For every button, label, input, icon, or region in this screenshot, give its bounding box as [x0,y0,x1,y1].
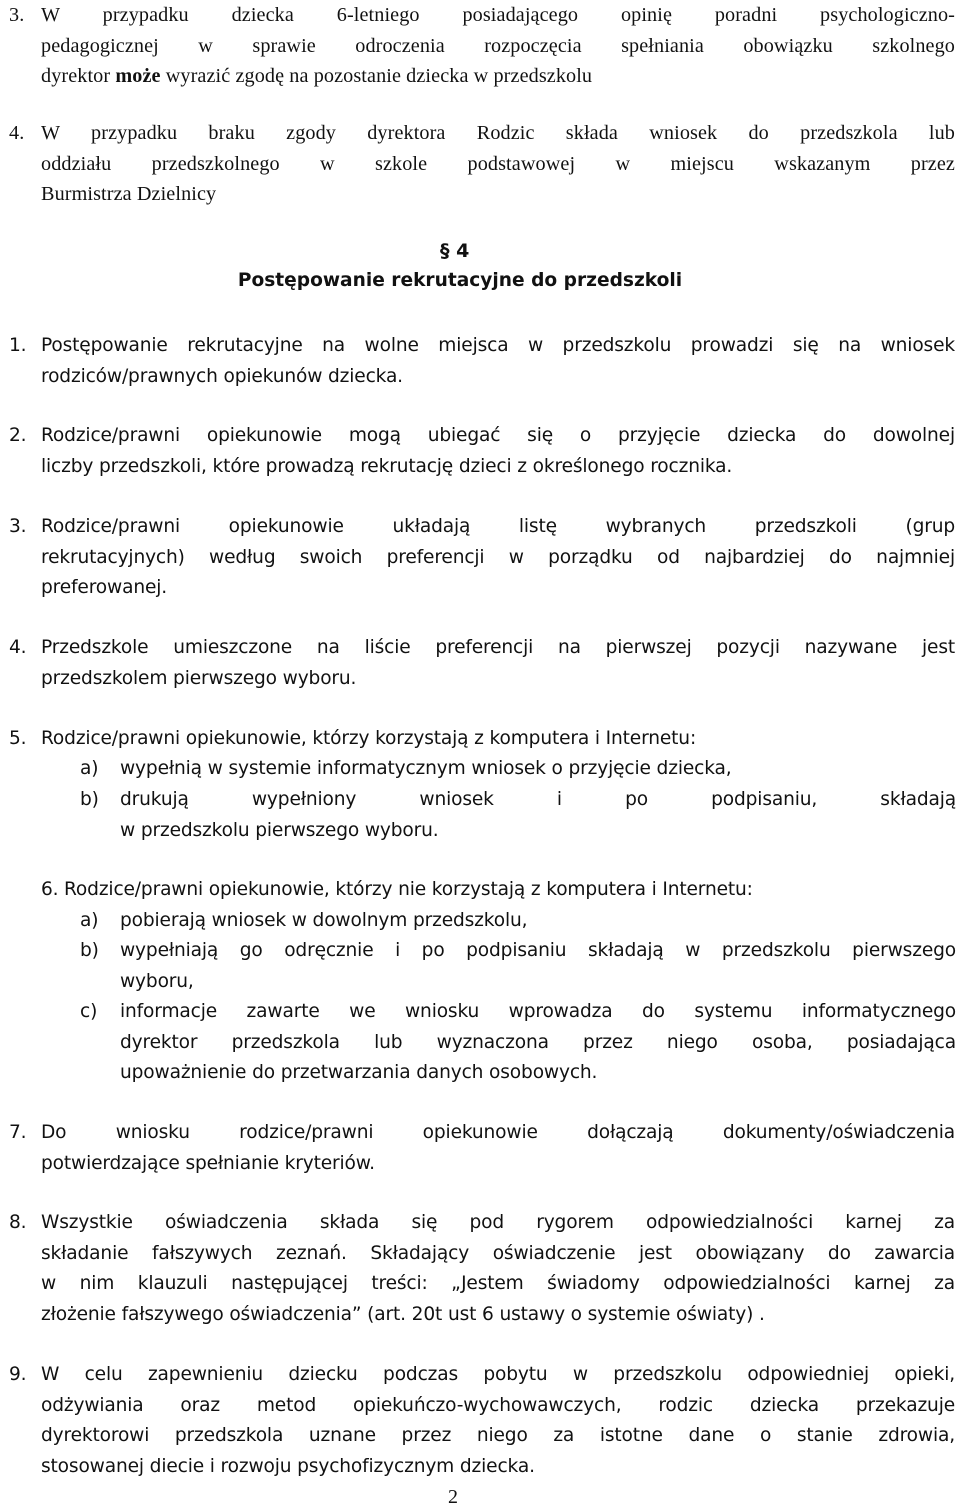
text-line: złożenie fałszywego oświadczenia” (art. 20t ust 6 ustawy o systemie oświaty) . [41,1303,765,1325]
item-text [41,0,955,92]
text-line: odżywiania oraz metod opiekuńczo-wychowawczych, rodzic dziecka przekazuje [41,1394,955,1416]
text-line: Do wniosku rodzice/prawni opiekunowie dołączają dokumenty/oświadczenia [41,1122,955,1143]
text-line: Przedszkole umieszczone na liście preferencji na pierwszej pozycji nazywane jest [41,637,955,658]
text-line: potwierdzające spełnianie kryteriów. [41,1152,375,1174]
text-line: oddziału przedszkolnego w szkole podstawowej w miejscu wskazanym przez [41,152,955,175]
point-7 [9,1118,955,1179]
page-number: 2 [448,1486,458,1508]
point-number: 6. [41,879,59,900]
text-line: składanie fałszywych zeznań. Składający oświadczenie jest obowiązany do zawarcia [41,1242,955,1264]
point-8 [9,1208,955,1330]
text-line: przedszkolem pierwszego wyboru. [41,667,357,689]
sub-label: a) [80,758,99,779]
point-number: 7. [9,1122,27,1143]
text-line: wypełnią w systemie informatycznym wniosek o przyjęcie dziecka, [120,758,732,779]
point-3 [9,512,955,604]
point-1 [9,331,955,392]
section-title: Postępowanie rekrutacyjne do przedszkoli [237,270,683,291]
text-line: informacje zawarte we wniosku wprowadza do systemu informatycznego [120,1001,956,1022]
section-number: § 4 [440,240,470,262]
text-line: Wszystkie oświadczenia składa się pod rygorem odpowiedzialności karnej za [41,1212,955,1233]
item-number: 4. [9,122,25,144]
point-number: 1. [9,335,27,356]
text-line: Rodzice/prawni opiekunowie mogą ubiegać się o przyjęcie dziecka do dowolnej [41,425,955,446]
text-line: rodziców/prawnych opiekunów dziecka. [41,365,403,387]
text-line: dyrektor przedszkola lub wyznaczona przez niego osoba, posiadająca [120,1031,956,1053]
point-number: 2. [9,425,27,446]
point-number: 3. [9,516,27,537]
text-line: W celu zapewnieniu dziecku podczas pobytu w przedszkolu odpowiedniej opieki, [41,1364,955,1385]
sub-label: c) [80,1001,98,1022]
item-3 [9,0,955,92]
item-number: 3. [9,4,25,26]
text-line: rekrutacyjnych) według swoich preferencji w porządku od najbardziej do najmniej [41,546,955,568]
point-number: 9. [9,1364,27,1385]
text-line: drukują wypełniony wniosek i po podpisaniu, składają [120,789,956,810]
emphasis-may: może [115,65,161,87]
text-line: Rodzice/prawni opiekunowie układają listę wybranych przedszkoli (grup [41,516,955,537]
text-line: w nim klauzuli następującej treści: „Jestem świadomy odpowiedzialności karnej za [41,1273,955,1294]
point-4 [9,633,955,694]
text-line: Postępowanie rekrutacyjne na wolne miejsca w przedszkolu prowadzi się na wniosek [41,335,955,356]
text-line: wypełniają go odręcznie i po podpisaniu składają w przedszkolu pierwszego [120,940,956,961]
point-2 [9,421,955,482]
point-5 [9,724,955,755]
text-line: Burmistrza Dzielnicy [41,183,217,205]
text-line: W przypadku braku zgody dyrektora Rodzic składa wniosek do przedszkola lub [41,122,955,144]
text-line: Rodzice/prawni opiekunowie, którzy korzystają z komputera i Internetu: [41,728,697,749]
text-line: liczby przedszkoli, które prowadzą rekrutację dzieci z określonego rocznika. [41,455,733,477]
text-line: pobierają wniosek w dowolnym przedszkolu, [120,910,528,931]
item-text [41,118,955,210]
text-line: preferowanej. [41,577,168,598]
point-6 [9,875,955,906]
point-number: 5. [9,728,27,749]
text-line: Rodzice/prawni opiekunowie, którzy nie korzystają z komputera i Internetu: [64,879,753,900]
item-4 [9,118,955,210]
text-line: pedagogicznej w sprawie odroczenia rozpoczęcia spełniania obowiązku szkolnego [41,34,955,57]
point-number: 4. [9,637,27,658]
text-line: W przypadku dziecka 6-letniego posiadającego opinię poradni psychologiczno- [41,4,955,26]
text-line: w przedszkolu pierwszego wyboru. [120,819,439,841]
text-line: stosowanej diecie i rozwoju psychofizycznym dziecka. [41,1455,535,1477]
sub-label: a) [80,910,99,931]
sub-label: b) [80,940,99,961]
text-line: upoważnienie do przetwarzania danych osobowych. [120,1062,598,1083]
point-number: 8. [9,1212,27,1233]
text-line: dyrektor może wyrazić zgodę na pozostanie dziecka w przedszkolu [41,65,593,87]
point-9 [9,1360,955,1482]
text-line: dyrektorowi przedszkola uznane przez niego za istotne dane o stanie zdrowia, [41,1425,955,1446]
sub-label: b) [80,789,99,810]
text-line: wyboru, [120,970,194,992]
